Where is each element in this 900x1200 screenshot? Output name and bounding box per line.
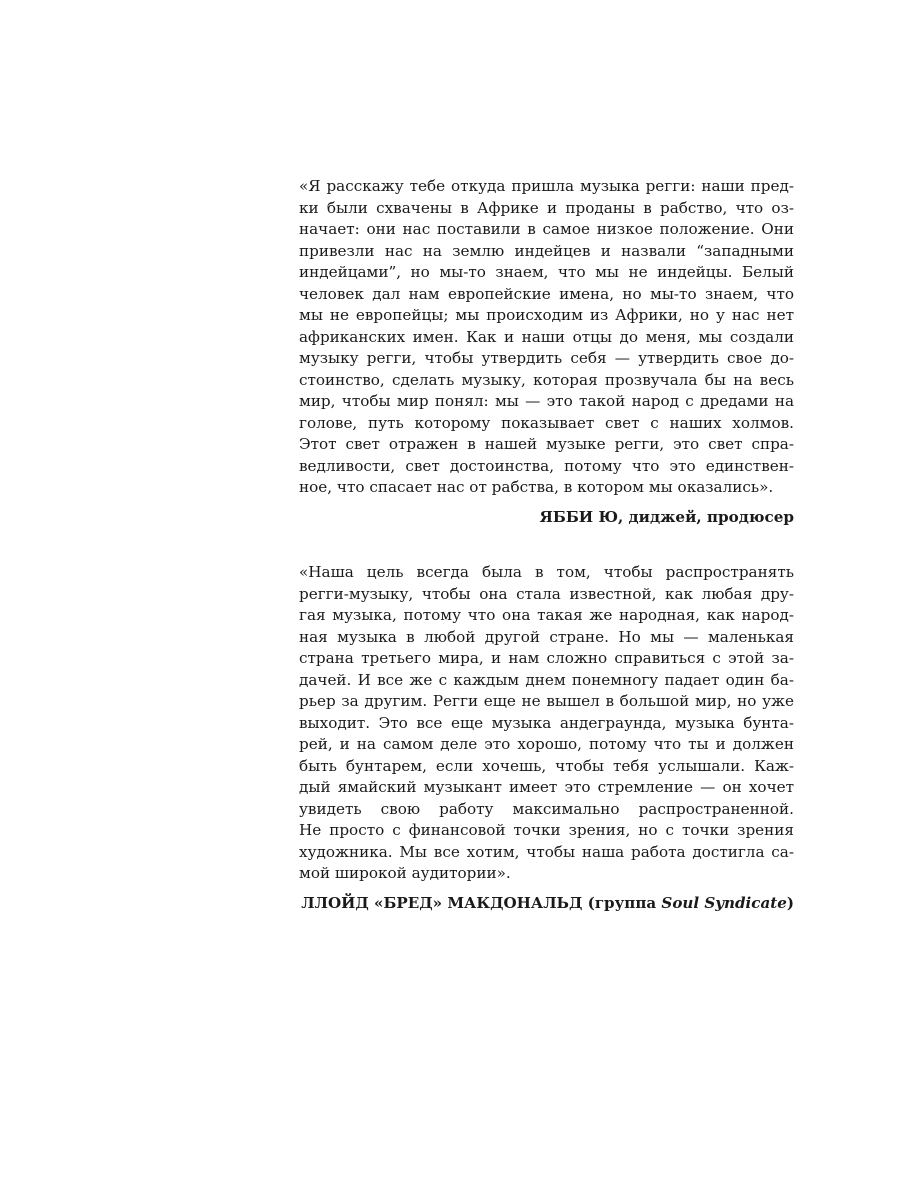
attribution-name: ЛЛОЙД «БРЕД» МАКДОНАЛЬД (группа [301, 893, 662, 912]
quote-line: рей, и на самом деле это хорошо, потому что ты и должен [299, 735, 794, 753]
quote-line: гая музыка, потому что она такая же народная, как народ- [299, 606, 794, 624]
quote-line: человек дал нам европейские имена, но мы-то знаем, что [299, 284, 794, 303]
quote-line: художника. Мы все хотим, чтобы наша работа достигла са- [299, 842, 794, 861]
quote-attribution: ЯББИ Ю, диджей, продюсер [539, 507, 794, 526]
quote-line: страна третьего мира, и нам сложно справиться с этой за- [299, 649, 794, 667]
quote-line: мир, чтобы мир понял: мы — это такой народ с дредами на [299, 392, 794, 410]
quote-line: «Я расскажу тебе откуда пришла музыка регги: наши пред- [299, 177, 794, 195]
quote-line: музыку регги, чтобы утвердить себя — утвердить свое до- [299, 349, 794, 367]
quote-line: мы не европейцы; мы происходим из Африки, но у нас нет [299, 306, 794, 324]
quote-attribution [299, 893, 794, 915]
band-name: Soul Syndicate [661, 893, 787, 912]
quote-line: дачей. И все же с каждым днем понемногу падает один ба- [299, 670, 794, 689]
attribution-close: ) [786, 893, 794, 912]
quote-line: быть бунтарем, если хочешь, чтобы тебя услышали. Каж- [299, 756, 794, 775]
quote-block-2 [299, 562, 794, 914]
quote-line: мой широкой аудитории». [299, 864, 511, 882]
quote-line: стоинство, сделать музыку, которая прозвучала бы на весь [299, 370, 794, 389]
quote-line: дый ямайский музыкант имеет это стремление — он хочет [299, 778, 794, 796]
quote-line: рьер за другим. Регги еще не вышел в большой мир, но уже [299, 692, 794, 710]
quote-line: индейцами”, но мы-то знаем, что мы не индейцы. Белый [299, 263, 794, 281]
quote-line: ки были схвачены в Африке и проданы в рабство, что оз- [299, 198, 794, 217]
quote-line: увидеть свою работу максимально распространенной. [299, 799, 794, 818]
quote-line: начает: они нас поставили в самое низкое положение. Они [299, 220, 794, 238]
quote-line: Не просто с финансовой точки зрения, но с точки зрения [299, 821, 794, 839]
quote-block-1 [299, 176, 794, 528]
quote-line: голове, путь которому показывает свет с наших холмов. [299, 413, 794, 432]
quote-line: выходит. Это все еще музыка андеграунда, музыка бунта- [299, 713, 794, 732]
quote-line: ведливости, свет достоинства, потому что это единствен- [299, 456, 794, 475]
quote-line: привезли нас на землю индейцев и назвали “западными [299, 241, 794, 260]
quote-line: африканских имен. Как и наши отцы до меня, мы создали [299, 327, 794, 346]
text-column [299, 176, 794, 914]
quote-line: «Наша цель всегда была в том, чтобы распространять [299, 563, 794, 581]
quote-separator [299, 528, 794, 562]
quote-line: Этот свет отражен в нашей музыке регги, это свет спра- [299, 435, 794, 453]
quote-line: ное, что спасает нас от рабства, в котором мы оказались». [299, 478, 774, 496]
quote-line: регги-музыку, чтобы она стала известной, как любая дру- [299, 584, 794, 603]
quote-line: ная музыка в любой другой стране. Но мы — маленькая [299, 627, 794, 646]
